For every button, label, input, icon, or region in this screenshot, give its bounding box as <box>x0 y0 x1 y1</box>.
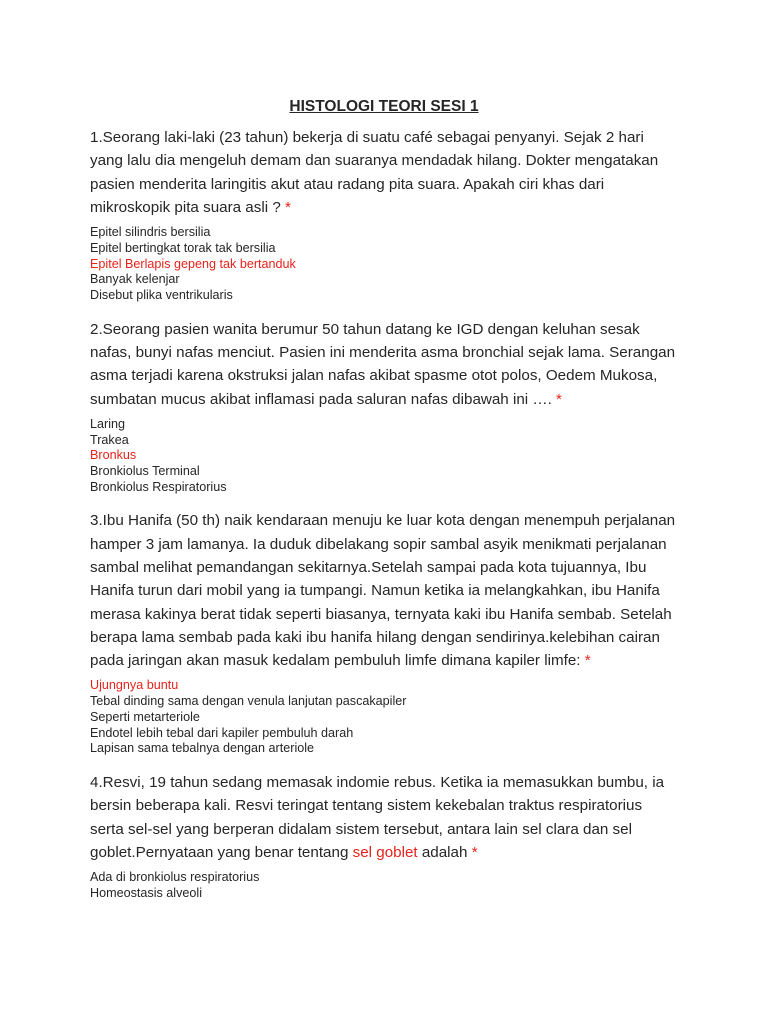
option-highlighted: Ujungnya buntu <box>90 678 179 693</box>
question-1-options <box>90 225 678 304</box>
option: Tebal dinding sama dengan venula lanjutan pascakapiler <box>90 694 407 709</box>
question-3-text <box>90 509 678 672</box>
option: Epitel bertingkat torak tak bersilia <box>90 240 276 255</box>
required-marker: * <box>556 390 562 408</box>
option: Laring <box>90 416 126 431</box>
highlighted-term: sel goblet <box>352 843 418 861</box>
question-3-options <box>90 678 678 757</box>
page-title: HISTOLOGI TEORI SESI 1 <box>289 98 479 115</box>
question-4 <box>90 771 678 902</box>
question-1-body: 1.Seorang laki-laki (23 tahun) bekerja di suatu café sebagai penyanyi. Sejak 2 hari yang lalu dia mengeluh demam dan suaranya mendadak hilang. Dokter mengatakan pasien menderita laringitis akut atau radang pita suara. Apakah ciri khas dari mikroskopik pita suara asli ? <box>90 129 659 216</box>
required-marker: * <box>584 652 591 670</box>
question-2-text <box>90 318 678 411</box>
question-2-options <box>90 417 678 496</box>
question-2-body: 2.Seorang pasien wanita berumur 50 tahun datang ke IGD dengan keluhan sesak nafas, bunyi nafas menciut. Pasien ini menderita asma bronchial sejak lama. Serangan asma terjadi karena okstruksi jalan nafas akibat spasme otot polos, Oedem Mukosa, sumbatan mucus akibat inflamasi pada saluran nafas dibawah ini …. <box>90 320 676 408</box>
question-4-text <box>90 771 678 864</box>
question-2 <box>90 318 678 496</box>
question-4-body: 4.Resvi, 19 tahun sedang memasak indomie rebus. Ketika ia memasukkan bumbu, ia bersin beberapa kali. Resvi teringat tentang sistem kekebalan traktus respiratorius serta sel-sel yang berperan didalam sistem tersebut, antara lain sel clara dan sel goblet.Pernyataan yang benar tentang <box>90 774 665 861</box>
option: Epitel silindris bersilia <box>90 225 211 240</box>
option: Ada di bronkiolus respiratorius <box>90 870 260 885</box>
option: Endotel lebih tebal dari kapiler pembuluh darah <box>90 725 354 740</box>
option: Disebut plika ventrikularis <box>90 288 233 302</box>
option-highlighted: Bronkus <box>90 448 137 463</box>
question-3-body: 3.Ibu Hanifa (50 th) naik kendaraan menuju ke luar kota dengan menempuh perjalanan hamper 3 jam lamanya. Ia duduk dibelakang sopir sambal asyik menikmati perjalanan sambal melihat pemandangan sekitarnya.Setelah sampai pada kota tujuannya, Ibu Hanifa turun dari mobil yang ia tumpangi. Namun ketika ia melangkahkan, ibu Hanifa merasa kakinya berat tidak seperti biasanya, ternyata kaki ibu Hanifa sembab. Setelah berapa lama sembab pada kaki ibu hanifa hilang dengan sendirinya.kelebihan cairan pada jaringan akan masuk kedalam pembuluh limfe dimana kapiler limfe: <box>90 512 676 670</box>
option: Bronkiolus Terminal <box>90 464 200 478</box>
option: Seperti metarteriole <box>90 709 200 724</box>
question-1-text <box>90 126 678 219</box>
option: Banyak kelenjar <box>90 272 180 287</box>
required-marker: * <box>285 198 291 216</box>
option: Bronkiolus Respiratorius <box>90 479 227 494</box>
option-highlighted: Epitel Berlapis gepeng tak bertanduk <box>90 256 296 271</box>
option: Trakea <box>90 432 129 447</box>
question-1 <box>90 126 678 304</box>
question-4-body-end: adalah <box>417 843 468 861</box>
question-3 <box>90 509 678 757</box>
question-4-options <box>90 870 678 901</box>
required-marker: * <box>471 843 478 861</box>
option: Lapisan sama tebalnya dengan arteriole <box>90 741 315 756</box>
option: Homeostasis alveoli <box>90 885 202 900</box>
